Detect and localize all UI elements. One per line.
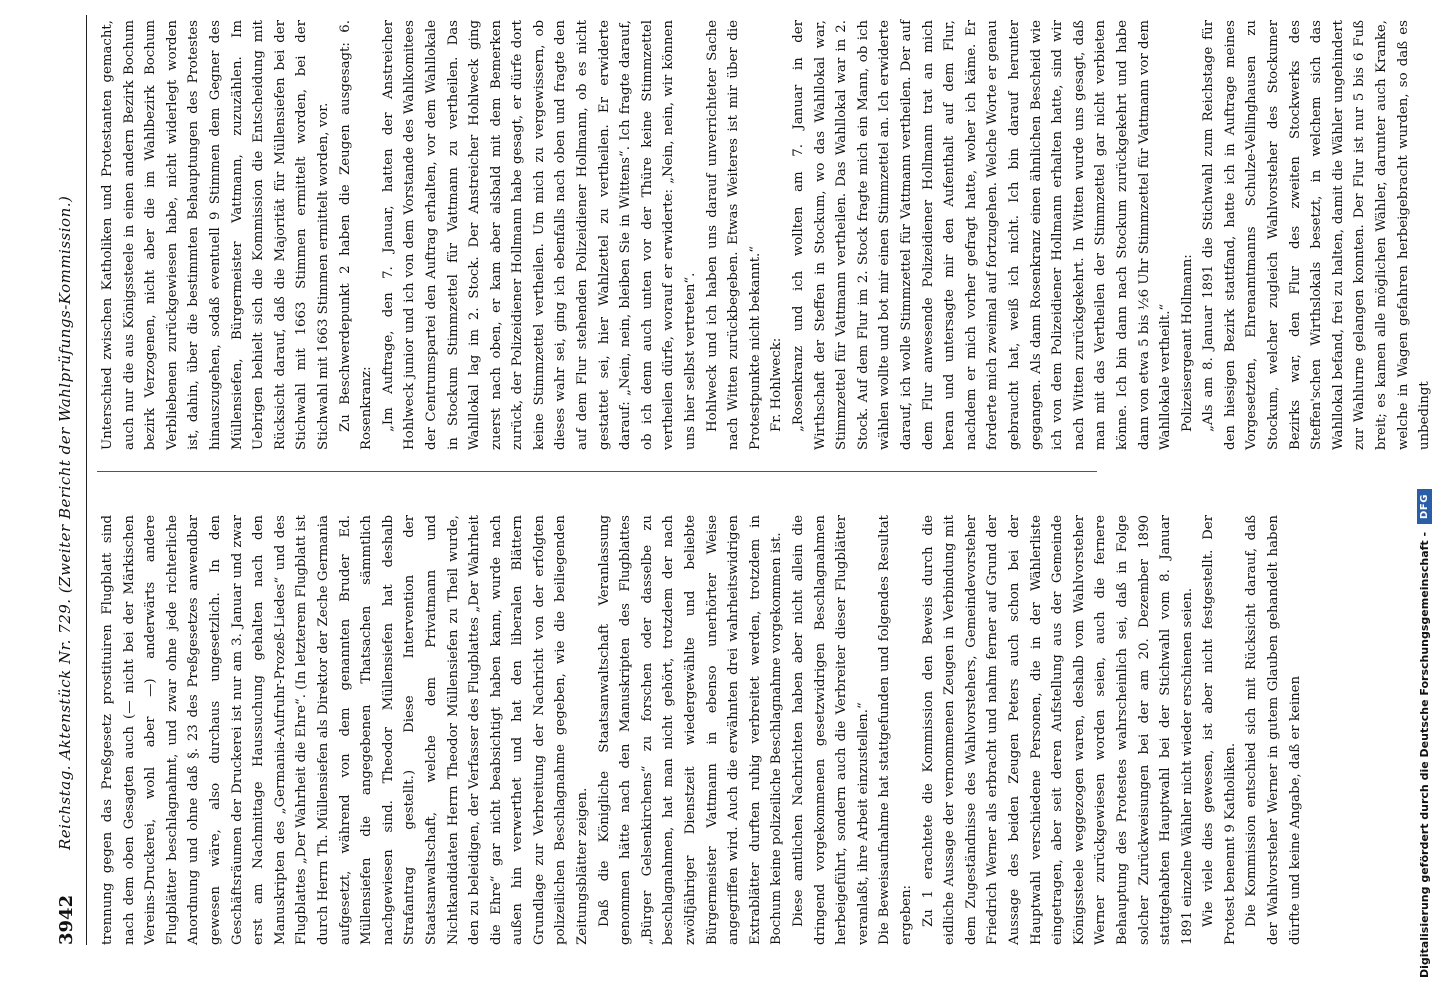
paragraph: Die Beweisaufnahme hat stattgefunden und folgendes Resultat ergeben: [877, 515, 914, 945]
paragraph: trennung gegen das Preßgesetz prostituiren Flugblatt sind nach dem oben Gesagten auch (— nicht bei der Märkischen Vereins-Druckerei, wohl aber —) anderwärts andere Flugblätter beschlagnahmt, und zwar ohne jede richterliche Anordnung und ohne daß §. 23 des Preßgesetzes anwendbar gewesen wäre, also durchaus ungesetzlich. In den Geschäftsräumen der Druckerei ist nur am 3. Januar und zwar erst am Nachmittage Haussuchung gehalten nach den Manuskripten des „Germania-Aufruhr-Prozeß-Liedes“ und des Flugblattes „Der Wahrheit die Ehre“. (In letzterem Flugblatt ist durch Herrn Th. Müllensiefen als Direktor der Zeche Germania aufgesetzt, während von dem genannten Bruder Ed. Müllensiefen die angegebenen Thatsachen sämmtlich nachgewiesen sind. Theodor Müllensiefen hat deshalb Strafantrag gestellt.) Diese Intervention der Staatsanwaltschaft, welche dem Privatmann und Nichtkandidaten Herrn Theodor Müllensiefen zu Theil wurde, den zu beleidigen, der Verfasser des Flugblattes „Der Wahrheit die Ehre“ gar nicht beabsichtigt haben kann, wurde nach außen hin verwerthet und hat den liberalen Blättern Grundlage zur Verbreitung der Nachricht von der erfolgten polizeilichen Beschlagnahme gegeben, wie die beiliegenden Zeitungsblätter zeigen. [100, 515, 591, 945]
header-rule [86, 15, 87, 945]
quoted-testimony: „Im Auftrage, den 7. Januar, hatten der Anstreicher Hohlweck junior und ich von dem Vorstande des Wahlkomitees der Centrumspartei den Auftrag erhalten, vor dem Wahllokale in Stockum Stimmzettel für Vattmann zu vertheilen. Das Wahllokal lag im 2. Stock. Der Anstreicher Hohlweck ging zuerst nach oben, er kam aber alsbald mit dem Bemerken zurück, der Polizeidiener Hollmann habe gesagt, er dürfe dort keine Stimmzettel vertheilen. Um mich zu vergewissern, ob dieses wahr sei, ging ich ebenfalls nach oben und fragte den auf dem Flur stehenden Polizeidiener Hollmann, ob es nicht gestattet sei, hier Wahlzettel zu vertheilen. Er erwiderte darauf: „Nein, nein, bleiben Sie in Wittens“. Ich fragte darauf, ob ich denn auch unten vor der Thüre keine Stimmzettel vertheilen dürfe, worauf er erwiderte: „Nein, nein, wir können uns hier selbst vertreten“. [380, 20, 699, 450]
paragraph: Wie viele dies gewesen, ist aber nicht festgestellt. Der Protest benennt 9 Katholiken. [1201, 515, 1238, 945]
column-divider [97, 471, 1097, 472]
paragraph: Die Kommission entschied sich mit Rücksicht darauf, daß der Wahlvorsteher Werner in gutem Glauben gehandelt haben dürfte und keine Angabe, daß er keinen [1244, 515, 1303, 945]
paragraph: Daß die Königliche Staatsanwaltschaft Veranlassung genommen hätte nach den Manuskripten des Flugblattes „Bürger Gelsenkirchens“ zu forschen oder dasselbe zu beschlagnahmen, hat man nicht gehört, trotzdem der nach zwölfjähriger Dienstzeit wiedergewählte und beliebte Bürgermeister Vattmann in ebenso unerhörter Weise angegriffen wird. Auch die erwähnten drei wahrheitswidrigen Extrablätter durften ruhig verbreitet werden, trotzdem in Bochum keine polizeiliche Beschlagnahme vorgekommen ist. [596, 515, 785, 945]
witness-name: Fr. Hohlweck: [769, 337, 785, 432]
left-column [97, 515, 1303, 945]
quoted-testimony: „Rosenkranz und ich wollten am 7. Januar in der Wirthschaft der Steffen in Stockum, wo das Wahllokal war, Stimmzettel für Vattmann vertheilen. Das Wahllokal war in 2. Stock. Auf dem Flur im 2. Stock fragte mich ein Mann, ob ich wählen wollte und bot mir einen Stimmzettel an. Ich erwiderte darauf, ich wolle Stimmzettel für Vattmann vertheilen. Der auf dem Flur anwesende Polizeidiener Hollmann trat an mich heran und untersagte mir den Aufenthalt auf dem Flur, nachdem er mich vorher gefragt hatte, woher ich käme. Er forderte mich zweimal auf fortzugehen. Welche Worte er genau gebraucht hat, weiß ich nicht. Ich bin darauf herunter gegangen. Als dann Rosenkranz einen ähnlichen Bescheid wie ich von dem Polizeidiener Hollmann erhalten hatte, sind wir nach Witten zurückgekehrt. In Witten wurde uns gesagt, daß man mit das Vertheilen der Stimmzettel gar nicht verbieten könne. Ich bin dann nach Stockum zurückgekehrt und habe dann von etwa 5 bis ½6 Uhr Stimmzettel für Vattmann vor dem Wahllokale vertheilt.“ [791, 20, 1174, 450]
paragraph: Hohlweck und ich haben uns darauf unverrichteter Sache nach Witten zurückbegeben. Etwas Weiteres ist mir über die Protestpunkte nicht bekannt.“ [704, 20, 763, 450]
paragraph: Zu Beschwerdepunkt 2 haben die Zeugen ausgesagt: 6. Rosenkranz: [337, 20, 375, 450]
digitization-credit [1400, 0, 1432, 1000]
witness-name: Polizeisergeant Hollmann: [1179, 254, 1195, 432]
running-title: Reichstag. Aktenstück Nr. 729. (Zweiter Bericht der Wahlprüfungs-Kommission.) [56, 195, 74, 850]
dfg-logo: DFG [1417, 489, 1432, 524]
page-header [50, 15, 82, 945]
paragraph: Diese amtlichen Nachrichten haben aber nicht allein die dringend vorgekommenen gesetzwidrigen Beschlagnahmen herbeigeführt, sondern auch die Verbreiter dieser Flugblätter veranlaßt, ihre Arbeit einzustellen.“ [791, 515, 871, 945]
credit-text: Digitalisierung gefördert durch die Deutsche Forschungsgemeinschaft - [1417, 531, 1431, 978]
paragraph: Zu 1 erachtete die Kommission den Beweis durch die eidliche Aussage der vernommenen Zeugen in Verbindung mit dem Zugeständnisse des Wahlvorstehers, Gemeindevorsteher Friedrich Werner als erbracht und nahm ferner auf Grund der Aussage des beiden Zeugen Peters auch schon bei der Hauptwahl verschiedene Personen, die in der Wählerliste eingetragen, aber seit deren Aufstellung aus der Gemeinde Königssteele weggezogen waren, deshalb vom Wahlvorsteher Werner zurückgewiesen worden seien, auch die fernere Behauptung des Protestes wahrscheinlich sei, daß in Folge solcher Zurückweisungen bei der am 20. Dezember 1890 stattgehabten Hauptwahl bei der Stichwahl vom 8. Januar 1891 einzelne Wähler nicht wieder erschienen seien. [920, 515, 1195, 945]
page-number: 3942 [56, 894, 77, 945]
paragraph: Unterschied zwischen Katholiken und Protestanten gemacht, auch nur die aus Königssteele in einen andern Bezirk Bochum bezirk Verzogenen, nicht aber die im Wahlbezirk Bochum Verbliebenen zurückgewiesen habe, nicht widerlegt worden ist, dahin, über die bestimmten Behauptungen des Protestes hinauszugehen, sodaß eventuell 9 Stimmen dem Gegner des Müllensiefen, Bürgermeister Vattmann, zuzuzählen. Im Uebrigen behielt sich die Kommission die Entscheidung mit Rücksicht darauf, daß die Majorität für Müllensiefen bei der Stichwahl mit 1663 Stimmen ermittelt worden, bei der Stichwahl mit 1663 Stimmen ermittelt worden, vor. [100, 20, 331, 450]
quoted-testimony: „Als am 8. Januar 1891 die Stichwahl zum Reichstage für den hiesigen Bezirk stattfand, hatte ich in Auftrage meines Vorgesetzten, Ehrenamtmanns Schulze-Vellinghausen zu Stockum, welcher zugleich Wahlvorsteher des Stockumer Bezirks war, den Flur des zweiten Stockwerks des Steffen'schen Wirthslokals besetzt, in welchem sich das Wahllokal befand, frei zu halten, damit die Wähler ungehindert zur Wahlurne gelangen konnten. Der Flur ist nur 5 bis 6 Fuß breit; es kamen alle möglichen Wähler, darunter auch Kranke, welche in Wagen gefahren herbeigebracht wurden, so daß es unbedingt [1201, 20, 1432, 450]
right-column [97, 20, 1432, 450]
